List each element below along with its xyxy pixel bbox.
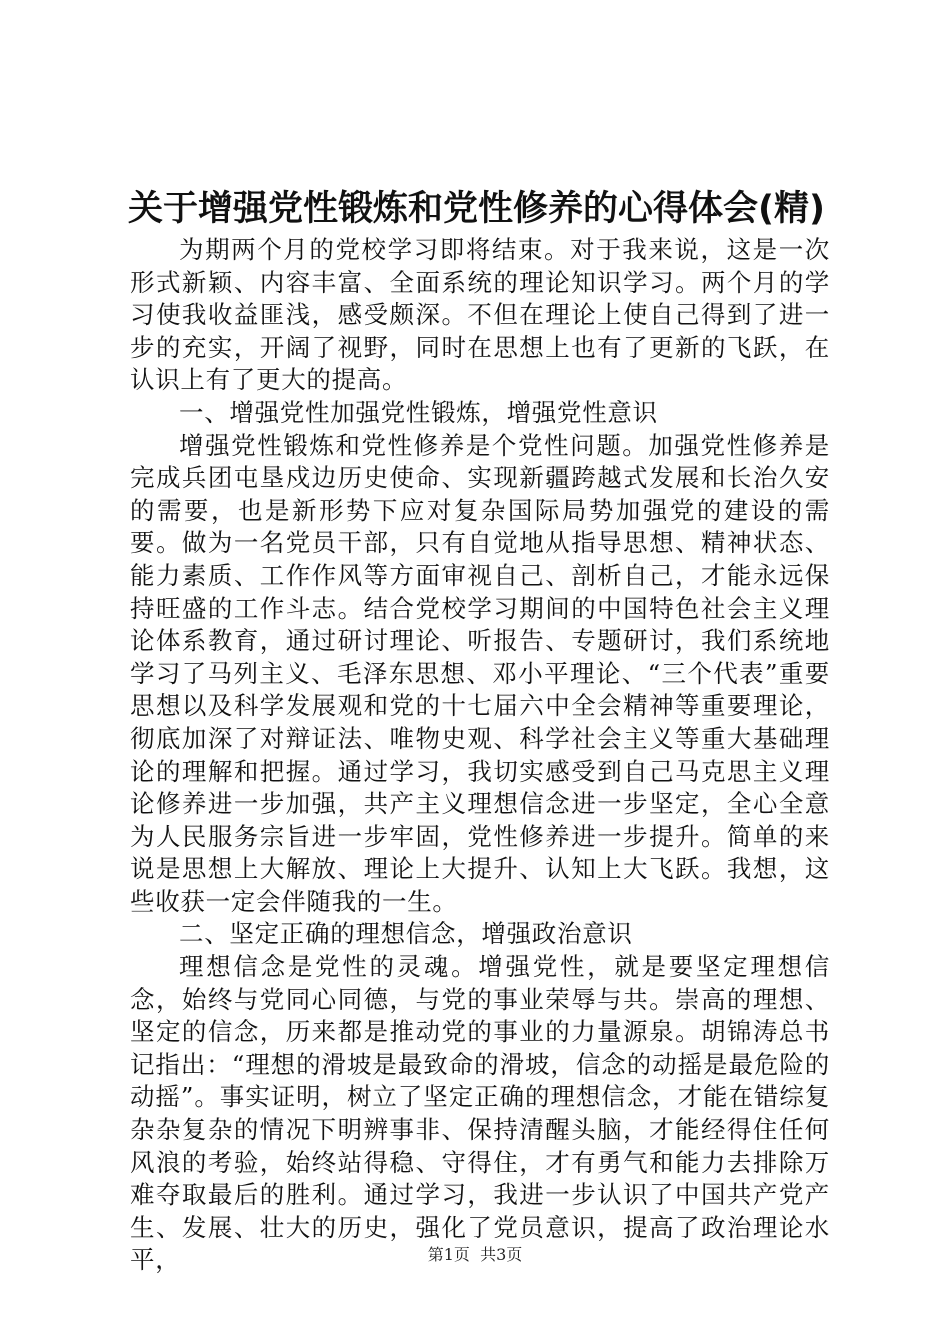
paragraph-section-1: 增强党性锻炼和党性修养是个党性问题。加强党性修养是完成兵团屯垦戍边历史使命、实现新疆跨越式发展和长治久安的需要，也是新形势下应对复杂国际局势加强党的建设的需要。做为一名党员干部，只有自觉地从指导思想、精神状态、能力素质、工作作风等方面审视自己、剖析自己，才能永远保持旺盛的工作斗志。结合党校学习期间的中国特色社会主义理论体系教育，通过研讨理论、听报告、专题研讨，我们系统地学习了马列主义、毛泽东思想、邓小平理论、“三个代表”重要思想以及科学发展观和党的十七届六中全会精神等重要理论，彻底加深了对辩证法、唯物史观、科学社会主义等重大基础理论的理解和把握。通过学习，我切实感受到自己马克思主义理论修养进一步加强，共产主义理想信念进一步坚定，全心全意为人民服务宗旨进一步牢固，党性修养进一步提升。简单的来说是思想上大解放、理论上大提升、认知上大飞跃。我想，这些收获一定会伴随我的一生。 [130,430,830,916]
paragraph-section-2: 理想信念是党性的灵魂。增强党性，就是要坚定理想信念，始终与党同心同德，与党的事业荣辱与共。崇高的理想、坚定的信念，历来都是推动党的事业的力量源泉。胡锦涛总书记指出：“理想的滑坡是最致命的滑坡，信念的动摇是最危险的动摇”。事实证明，树立了坚定正确的理想信念，才能在错综复杂杂复杂的情况下明辨事非、保持清醒头脑，才能经得住任何风浪的考验，始终站得稳、守得住，才有勇气和能力去排除万难夺取最后的胜利。通过学习，我进一步认识了中国共产党产生、发展、壮大的历史，强化了党员意识，提高了政治理论水平， [130,952,830,1275]
document-body [130,234,830,1277]
section-heading-2: 二、坚定正确的理想信念，增强政治意识 [179,919,633,949]
section-heading-1: 一、增强党性加强党性锻炼，增强党性意识 [179,397,658,427]
paragraph-intro: 为期两个月的党校学习即将结束。对于我来说，这是一次形式新颖、内容丰富、全面系统的理论知识学习。两个月的学习使我收益匪浅，感受颇深。不但在理论上使自己得到了进一步的充实，开阔了视野，同时在思想上也有了更新的飞跃，在认识上有了更大的提高。 [130,235,830,395]
document-title: 关于增强党性锻炼和党性修养的心得体会(精) [128,189,825,229]
page-footer [0,1245,950,1265]
page-number: 第1页 共3页 [427,1245,523,1264]
